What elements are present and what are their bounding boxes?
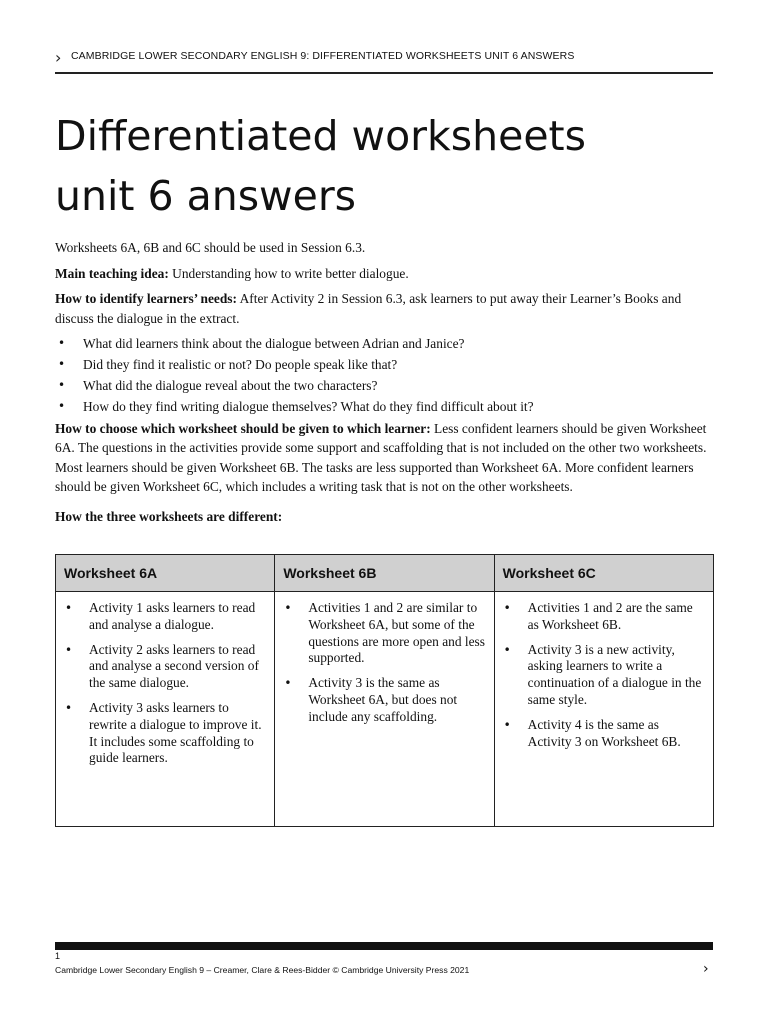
title-line-1: Differentiated worksheets bbox=[55, 112, 586, 160]
list-item: • Did they find it realistic or not? Do people speak like that? bbox=[55, 355, 715, 375]
table-header-row bbox=[56, 555, 714, 592]
page-number: 1 bbox=[55, 951, 61, 961]
list-item: • Activity 3 is a new activity, asking learners to write a continuation of a dialogue in the same style. bbox=[501, 642, 705, 709]
intro-paragraph: Worksheets 6A, 6B and 6C should be used in Session 6.3. bbox=[55, 240, 366, 255]
list-item: • What did learners think about the dialogue between Adrian and Janice? bbox=[55, 334, 715, 354]
list-item: • Activity 1 asks learners to read and analyse a dialogue. bbox=[62, 600, 266, 634]
worksheet-6b-list bbox=[281, 600, 485, 726]
title-line-2: unit 6 answers bbox=[55, 172, 357, 220]
discussion-questions-list bbox=[55, 334, 715, 417]
cell-worksheet-6b bbox=[275, 592, 494, 827]
worksheet-6a-list bbox=[62, 600, 266, 767]
list-item: • What did the dialogue reveal about the two characters? bbox=[55, 376, 715, 396]
document-body bbox=[55, 238, 715, 532]
differences-heading: How the three worksheets are different: bbox=[55, 508, 283, 524]
column-header-6c: Worksheet 6C bbox=[494, 555, 713, 592]
chevron-right-icon: › bbox=[55, 48, 62, 67]
list-item: • Activities 1 and 2 are similar to Worksheet 6A, but some of the questions are more open and less supported. bbox=[281, 600, 485, 667]
list-item: • How do they find writing dialogue themselves? What do they find difficult about it? bbox=[55, 397, 715, 417]
learner-needs-text: After Activity 2 in Session 6.3, ask learners to put away their Learner’s Books and discuss the dialogue in the extract. bbox=[55, 291, 682, 326]
worksheets-comparison-table bbox=[55, 554, 714, 827]
learner-needs-paragraph bbox=[55, 289, 715, 328]
list-item: • Activity 2 asks learners to read and analyse a second version of the same dialogue. bbox=[62, 642, 266, 692]
learner-needs-label: How to identify learners’ needs: bbox=[55, 291, 237, 306]
running-header bbox=[55, 46, 713, 74]
worksheet-6c-list bbox=[501, 600, 705, 750]
teaching-idea-paragraph bbox=[55, 264, 715, 284]
header-text: CAMBRIDGE LOWER SECONDARY ENGLISH 9: DIFFERENTIATED WORKSHEETS UNIT 6 ANSWERS bbox=[71, 50, 575, 62]
chevron-right-icon: › bbox=[703, 961, 709, 977]
list-item: • Activity 4 is the same as Activity 3 on Worksheet 6B. bbox=[501, 717, 705, 751]
list-item: • Activity 3 asks learners to rewrite a dialogue to improve it. It includes some scaffolding to guide learners. bbox=[62, 700, 266, 767]
teaching-idea-label: Main teaching idea: bbox=[55, 265, 169, 281]
footer-copyright: Cambridge Lower Secondary English 9 – Creamer, Clare & Rees-Bidder © Cambridge University Press 2021 bbox=[55, 965, 470, 975]
list-item: • Activities 1 and 2 are the same as Worksheet 6B. bbox=[501, 600, 705, 634]
choose-worksheet-paragraph bbox=[55, 419, 715, 497]
cell-worksheet-6c bbox=[494, 592, 713, 827]
page-title bbox=[55, 106, 715, 226]
column-header-6b: Worksheet 6B bbox=[275, 555, 494, 592]
footer-rule bbox=[55, 942, 713, 950]
list-item: • Activity 3 is the same as Worksheet 6A, but does not include any scaffolding. bbox=[281, 675, 485, 725]
column-header-6a: Worksheet 6A bbox=[56, 555, 275, 592]
choose-worksheet-text: Less confident learners should be given Worksheet 6A. The questions in the activities provide some support and scaffolding that is not included on the other two worksheets. Most learners should be given Worksheet 6B. The tasks are less supported than Worksheet 6A. More confident learners should be given Worksheet 6C, which includes a writing task that is not on the other worksheets. bbox=[55, 420, 707, 494]
table-row bbox=[56, 592, 714, 827]
choose-worksheet-label: How to choose which worksheet should be given to which learner: bbox=[55, 420, 431, 436]
cell-worksheet-6a bbox=[56, 592, 275, 827]
teaching-idea-text: Understanding how to write better dialogue. bbox=[168, 265, 409, 281]
